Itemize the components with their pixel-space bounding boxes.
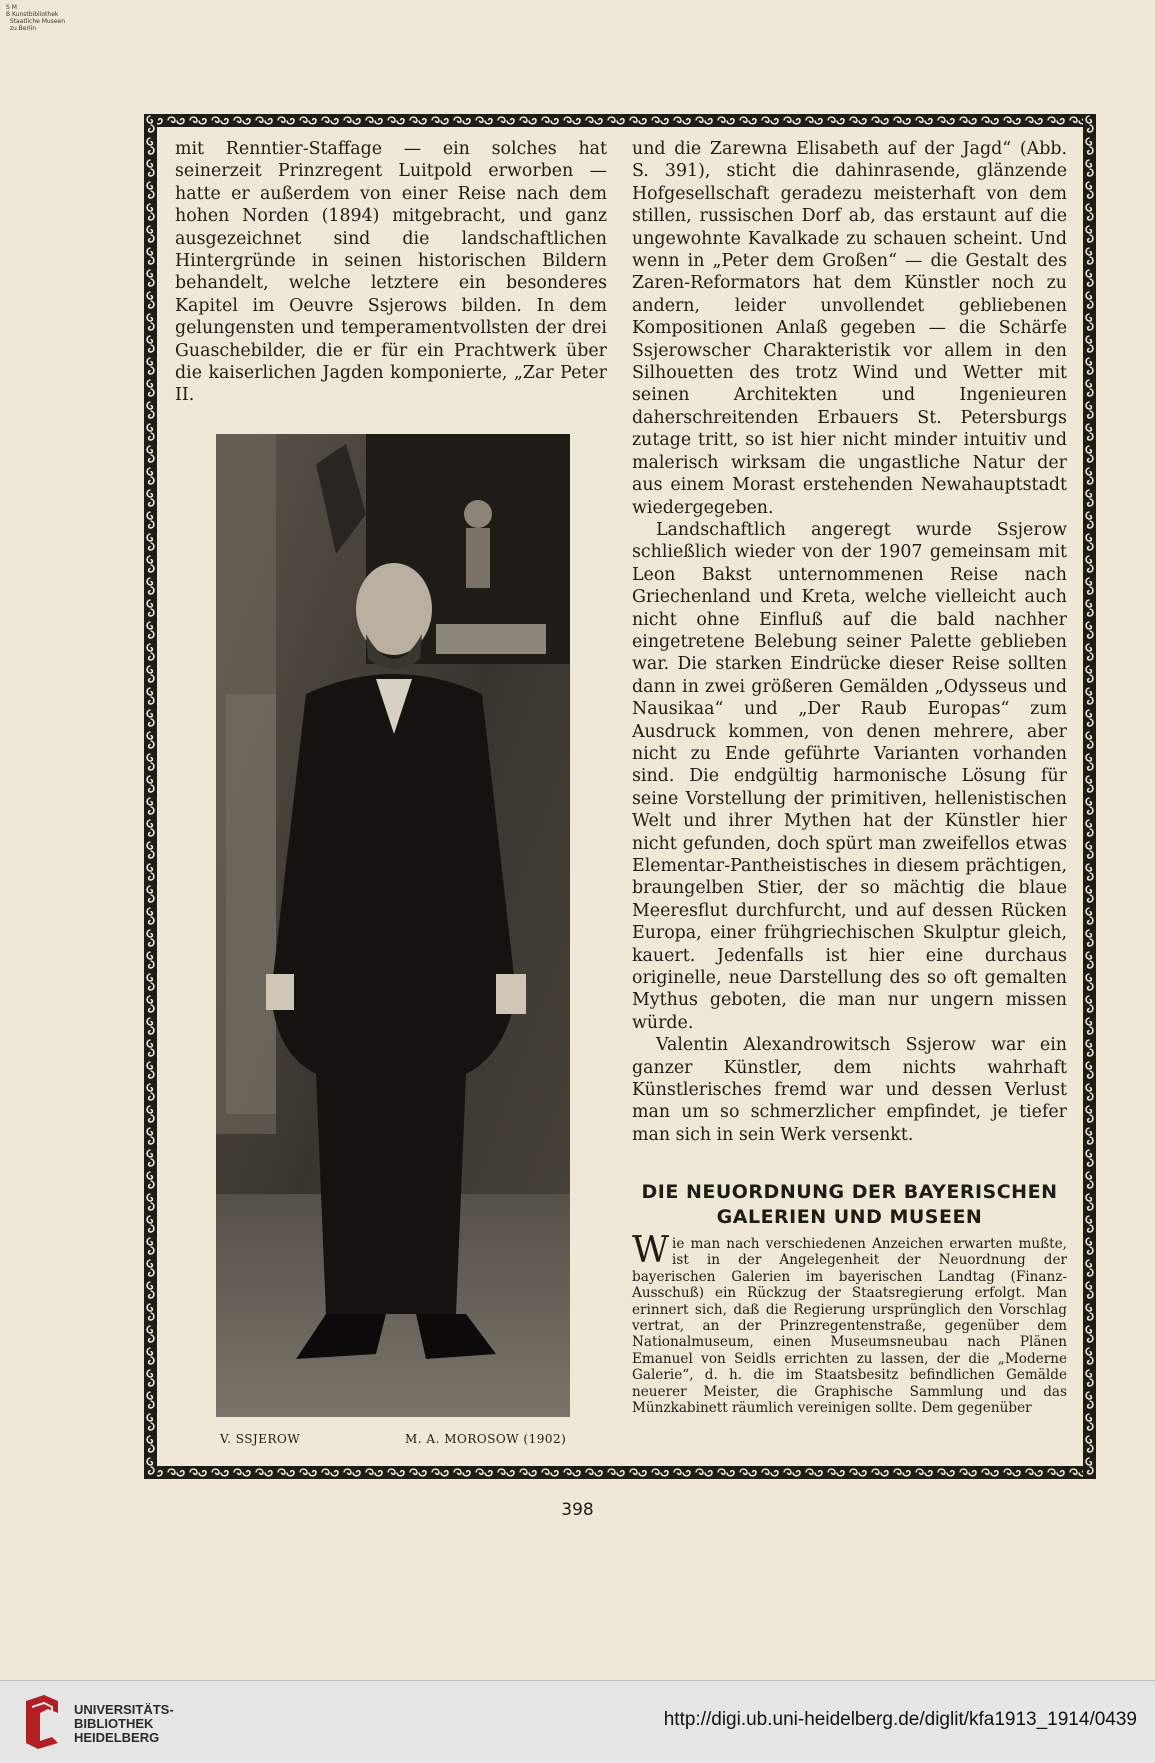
article-body xyxy=(632,1230,1067,1417)
left-text-column xyxy=(175,138,607,407)
ornament-border-right xyxy=(1083,114,1096,1479)
viewer-footer xyxy=(0,1680,1155,1763)
article-heading xyxy=(632,1180,1067,1230)
page-number: 398 xyxy=(561,1500,594,1520)
heading-line-2: GALERIEN UND MUSEEN xyxy=(716,1206,983,1228)
caption-artist: V. SSJEROW xyxy=(220,1432,301,1446)
library-logo-icon[interactable] xyxy=(18,1693,70,1749)
right-paragraph-1: und die Zarewna Elisabeth auf der Jagd“ (Abb. S. 391), sticht die dahinrasende, glänzende Hofgesellschaft geradezu meisterhaft von dem stillen, russischen Dorf ab, das erstaunt auf die ungewohnte Kavalkade zu schauen scheint. Und wenn in „Peter dem Großen“ — die Gestalt des Zaren-Reformators hat dem Künstler noch zu andern, leider unvollendet gebliebenen Kompositionen Anlaß gegeben — die Schärfe Ssjerowscher Charakteristik vor allem in den Silhouetten des trotz Wind und Wetter mit seinen Architekten und Ingenieuren daherschreitenden Erbauers St. Petersburgs zutage tritt, so ist hier nicht minder intuitiv und malerisch wirksam die ungastliche Natur der aus einem Morast erstehenden Newahauptstadt wiedergegeben. xyxy=(632,139,1067,518)
article-text: ie man nach verschiedenen Anzeichen erwarten mußte, ist in der Angelegenheit der Neuordnung der bayerischen Galerien im bayerischen Landtag (Finanz-Ausschuß) ein Rückzug der Staatsregierung erfolgt. Man erinnert sich, daß die Regierung ursprünglich den Vorschlag vertrat, an der Prinzregentenstraße, gegenüber dem Nationalmuseum, einen Museumsneubau nach Plänen Emanuel von Seidls errichten zu lassen, der die „Moderne Galerie“, d. h. die im Staatsbesitz befindlichen Gemälde neuerer Meister, die Graphische Sammlung und das Münzkabinett räumlich vereinigen sollte. Dem gegenüber xyxy=(632,1236,1067,1417)
right-paragraph-3: Valentin Alexandrowitsch Ssjerow war ein ganzer Künstler, dem nichts wahrhaft Künstlerisches fremd war und dessen Verlust man um so schmerzlicher empfindet, je tiefer man sich in sein Werk versenkt. xyxy=(632,1035,1067,1145)
ornament-border-bottom xyxy=(144,1466,1096,1479)
left-paragraph: mit Renntier-Staffage — ein solches hat seinerzeit Prinzregent Luitpold erworben — hatte er außerdem von einer Reise nach dem hohen Norden (1894) mitgebracht, und ganz ausgezeichnet sind die landschaftlichen Hintergründe in seinen historischen Bildern behandelt, welche letztere ein besonderes Kapitel im Oeuvre Ssjerows bilden. In dem gelungensten und temperamentvollsten der drei Guaschebilder, die er für ein Prachtwerk über die kaiserlichen Jagden komponierte, „Zar Peter II. xyxy=(175,139,607,406)
caption-title: M. A. MOROSOW (1902) xyxy=(405,1432,567,1446)
heading-line-1: DIE NEUORDNUNG DER BAYERISCHEN xyxy=(641,1181,1058,1203)
drop-cap: W xyxy=(632,1230,670,1271)
library-logo-text[interactable]: UNIVERSITÄTS- BIBLIOTHEK HEIDELBERG xyxy=(74,1702,174,1745)
library-stamp: S M B Kunstbibliothek Staatliche Museen zu Berlin xyxy=(6,4,66,32)
right-paragraph-2: Landschaftlich angeregt wurde Ssjerow schließlich wieder von der 1907 gemeinsam mit Leon Bakst unternommenen Reise nach Griechenland und Kreta, welche vielleicht auch nicht ohne Einfluß auf die bald nachher eingetretene Belebung seiner Palette geblieben war. Die starken Eindrücke dieser Reise sollten dann in zwei größeren Gemälden „Odysseus und Nausikaa“ und „Der Raub Europas“ zum Ausdruck kommen, von denen mehrere, aber nicht zu Ende geführte Varianten vorhanden sind. Die endgültig harmonische Lösung für seine Vorstellung der primitiven, hellenistischen Welt und ihrer Mythen hat der Künstler hier nicht gefunden, doch spürt man zweifellos etwas Elementar-Pantheistisches in diesem prächtigen, braungelben Stier, der so mächtig die blaue Meeresflut durchfurcht, und auf dessen Rücken Europa, einer frühgriechischen Skulptur gleich, kauert. Jedenfalls ist hier eine durchaus originelle, neue Darstellung des so oft gemalten Mythus geboten, die man nur ungern missen würde. xyxy=(632,519,1067,1033)
ornament-border-left xyxy=(144,114,157,1479)
ornament-border-top xyxy=(144,114,1096,127)
permalink-url[interactable]: http://digi.ub.uni-heidelberg.de/diglit/kfa1913_1914/0439 xyxy=(663,1709,1137,1730)
right-text-column xyxy=(632,138,1067,1146)
portrait-illustration xyxy=(216,434,570,1417)
